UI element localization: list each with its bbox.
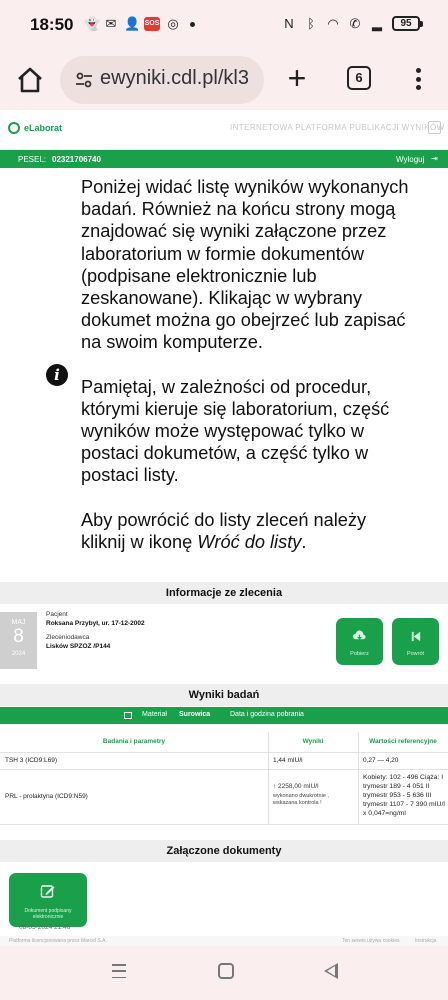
address-bar[interactable] — [60, 56, 264, 104]
download-label: Pobierz — [350, 651, 369, 657]
elaborat-logo[interactable] — [8, 122, 62, 134]
info-paragraph-3 — [81, 509, 411, 553]
table-divider — [0, 824, 448, 825]
logo-text: eLaborat — [24, 123, 63, 133]
test-reference: 0,27 — 4,20 — [363, 757, 399, 764]
add-contact-icon: 👤 — [124, 16, 141, 31]
info-icon: i — [46, 364, 68, 386]
new-tab-button[interactable]: + — [287, 60, 307, 96]
test-name: TSH 3 (ICD9:L69) — [5, 757, 58, 764]
site-settings-icon[interactable] — [74, 70, 94, 90]
skip-back-icon — [409, 630, 422, 643]
material-value: Surowica — [179, 711, 211, 718]
results-section-title: Wyniki badań — [0, 684, 448, 706]
material-label: Materiał — [142, 711, 167, 718]
signed-document-button[interactable] — [9, 873, 87, 927]
status-bar — [0, 0, 448, 50]
system-icons — [282, 16, 420, 31]
home-button[interactable] — [218, 963, 234, 979]
table-divider — [0, 769, 448, 770]
signal-icon: ▂ — [372, 15, 382, 31]
tab-switcher-button[interactable]: 6 — [347, 66, 371, 90]
patient-bar — [0, 150, 448, 168]
site-header — [0, 110, 448, 150]
platform-title: INTERNETOWA PLATFORMA PUBLIKACJI WYNIKÓW — [230, 123, 445, 132]
test-result: 1,44 mIU/l — [273, 757, 303, 764]
document-label: Dokument podpisany elektronicznie — [24, 908, 72, 920]
info-p3-emphasis: Wróć do listy — [197, 531, 302, 552]
order-date-day: 8 — [13, 626, 24, 647]
more-notifications-dot — [190, 22, 195, 27]
info-p3-text: Aby powrócić do listy zleceń należy kliknij w ikonę — [81, 509, 367, 552]
order-date-year: 2024 — [11, 651, 26, 657]
patient-label: Pacjent — [46, 611, 68, 618]
order-section-title: Informacje ze zlecenia — [0, 582, 448, 604]
cloud-download-icon — [353, 630, 366, 643]
footer-help-link[interactable]: Instrukcja — [415, 938, 437, 944]
test-result-note: wykonano dwukrotnie , wskazana kontrola ! — [273, 793, 329, 806]
nfc-icon: N — [284, 15, 294, 31]
url-text: ewyniki.cdl.pl/kl3 — [100, 67, 249, 89]
browser-menu-button[interactable] — [410, 65, 426, 93]
pesel-value: 02321706740 — [52, 155, 101, 164]
pesel-label: PESEL: — [18, 155, 47, 164]
footer-cookies-link[interactable]: Ten serwis używa cookies — [342, 938, 400, 944]
info-popover — [81, 176, 411, 575]
info-p3-end: . — [301, 531, 307, 552]
edit-document-icon — [40, 883, 56, 899]
footer-license: Platforma licencjonowana przez Marcel S.A. — [9, 938, 107, 944]
results-material-bar — [0, 707, 448, 724]
browser-toolbar — [0, 50, 448, 110]
order-date-badge — [0, 612, 37, 669]
home-icon[interactable] — [14, 64, 46, 96]
snapchat-icon: 👻 — [84, 16, 101, 31]
wifi-call-icon: ✆ — [349, 15, 361, 31]
status-time: 18:50 — [30, 15, 74, 34]
orderer-value: Lisków SPZOZ /P144 — [46, 643, 111, 650]
document-date: 08-05-2024 21:46 — [19, 924, 71, 931]
download-button[interactable] — [336, 618, 383, 665]
table-divider — [0, 752, 448, 753]
patient-value: Roksana Przybył, ur. 17-12-2002 — [46, 620, 145, 627]
platform-emblem-icon — [428, 121, 441, 134]
logo-mark-icon — [8, 122, 20, 134]
messenger-icon: ✉ — [105, 16, 117, 31]
logout-link[interactable]: Wyloguj — [396, 155, 425, 164]
recents-button[interactable] — [112, 964, 126, 978]
info-paragraph-2: Pamiętaj, w zależności od procedur, którymi kieruje się laboratorium, część wyników może występować tylko w postaci dokumetów, a część tylko w postaci listy. — [81, 376, 390, 486]
order-date-month: MAJ — [11, 619, 26, 626]
calendar-icon — [124, 712, 132, 719]
back-nav-button[interactable] — [324, 963, 338, 979]
info-paragraph-1: Poniżej widać listę wyników wykonanych badań. Również na końcu strony mogą znajdować się wyniki załączone przez laboratorium w formie dokumentów (podpisane elektronicznie lub zeskanowane). Klikając w wybrany dokumet można go obejrzeć lub zapisać na swoim komputerze. — [81, 177, 409, 353]
system-nav-bar — [0, 946, 448, 1000]
orderer-label: Zleceniodawca — [46, 634, 90, 641]
logout-icon[interactable]: ⇥ — [431, 154, 438, 163]
notification-icons — [84, 17, 195, 31]
test-name: PRL - prolaktyna (ICD9:N59) — [5, 793, 88, 800]
site-footer — [0, 936, 448, 946]
sos-icon: SOS — [144, 17, 160, 31]
test-reference: Kobiety: 102 - 496 Ciąża: I trymestr 189 - 4 051 II trymestr 953 - 5 636 III trymestr 1107 - 7 390 mIU/l x 0,047=ng/ml — [363, 774, 445, 817]
table-col-divider — [358, 732, 359, 824]
bluetooth-icon: ᛒ — [307, 15, 315, 31]
back-button[interactable] — [392, 618, 439, 665]
test-result: ↑ 2258,00 mIU/l — [273, 783, 319, 790]
back-label: Powrót — [406, 651, 425, 657]
collection-date-label: Data i godzina pobrania — [230, 711, 304, 718]
instagram-icon: ◎ — [167, 16, 179, 31]
attachments-section-title: Załączone dokumenty — [0, 840, 448, 862]
column-header-tests: Badania i parametry — [102, 738, 166, 745]
battery-icon: 95 — [392, 16, 420, 31]
column-header-results: Wyniki — [302, 738, 324, 745]
table-col-divider — [268, 732, 269, 824]
column-header-reference: Wartości referencyjne — [369, 738, 437, 745]
wifi-icon: ◠ — [327, 15, 339, 31]
